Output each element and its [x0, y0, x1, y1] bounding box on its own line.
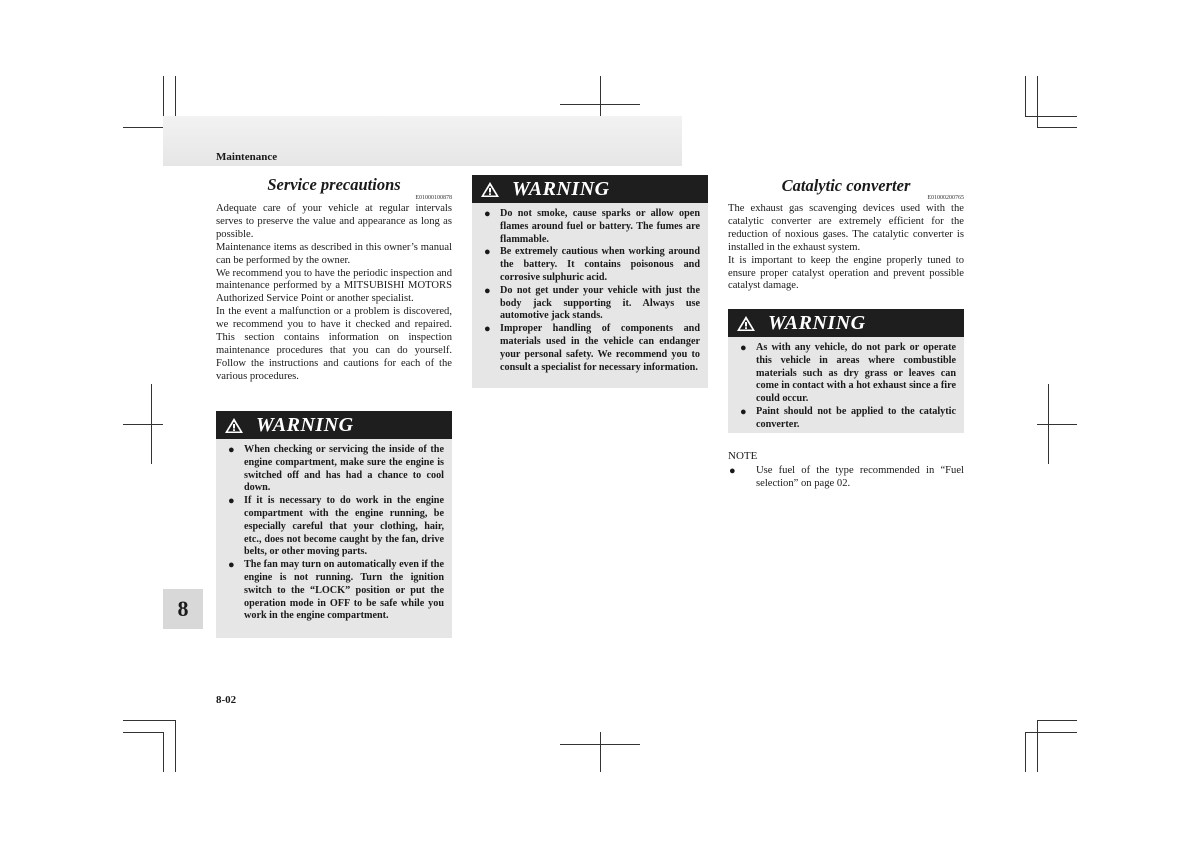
warning-list	[216, 439, 452, 629]
crop-mark	[1025, 732, 1077, 733]
service-heading: Service precautions	[267, 175, 401, 194]
crop-mark	[1025, 732, 1026, 772]
list-item: ● Use fuel of the type recommended in “Fuel selection” on page 02.	[729, 465, 964, 489]
warning-triangle-icon	[224, 417, 244, 434]
bullet-icon: ●	[228, 444, 235, 456]
list-item: ● Do not smoke, cause sparks or allow open flames around fuel or battery. The fumes are flammable.	[484, 208, 700, 245]
service-body	[216, 203, 452, 384]
list-item: ● The fan may turn on automatically even if the engine is not running. Turn the ignition switch to the “LOCK” position or put the operation mode in OFF to be safe while you work in the engine compartment.	[228, 559, 444, 622]
crop-mark	[123, 424, 163, 425]
paragraph: Maintenance items as described in this owner’s manual can be performed by the owner.	[216, 241, 452, 266]
list-item: ● Improper handling of components and materials used in the vehicle can endanger your personal safety. We recommend you to consult a specialist for necessary information.	[484, 323, 700, 373]
paragraph: The exhaust gas scavenging devices used with the catalytic converter are extremely efficient for the reduction of noxious gases. The catalytic converter is installed in the exhaust system.	[728, 203, 964, 253]
list-item: ● If it is necessary to do work in the engine compartment with the engine running, be especially careful that your clothing, hair, etc., does not become caught by the fan, drive belts, or other moving parts.	[228, 495, 444, 558]
crop-mark	[123, 720, 175, 721]
page-number: 8-02	[216, 694, 237, 706]
warning-title: WARNING	[512, 177, 610, 200]
paragraph: In the event a malfunction or a problem is discovered, we recommend you to have it checked and repaired. This section contains information on inspection maintenance procedures that you can do yourself. Follow the instructions and cautions for each of the various procedures.	[216, 306, 452, 382]
crop-mark	[1025, 116, 1077, 117]
bullet-icon: ●	[484, 323, 491, 336]
bullet-icon: ●	[228, 559, 235, 572]
bullet-icon: ●	[729, 465, 736, 477]
warning-header	[216, 411, 452, 439]
bullet-icon: ●	[740, 342, 747, 354]
list-item: ● As with any vehicle, do not park or operate this vehicle in areas where combustible materials such as dry grass or leaves can come in contact with a hot exhaust since a fire could occur.	[740, 342, 956, 405]
crop-mark	[1037, 720, 1077, 721]
warning-header	[472, 175, 708, 203]
chapter-number: 8	[177, 596, 189, 621]
bullet-icon: ●	[484, 284, 491, 297]
list-item: ● When checking or servicing the inside of the engine compartment, make sure the engine is switched off and has had a chance to cool down.	[228, 444, 444, 494]
warning-title: WARNING	[256, 413, 354, 436]
list-item: ● Paint should not be applied to the catalytic converter.	[740, 405, 956, 430]
warning-triangle-icon	[480, 181, 500, 198]
crop-mark	[123, 732, 163, 733]
paragraph: It is important to keep the engine properly tuned to ensure proper catalyst operation and prevent possible catalyst damage.	[728, 254, 964, 292]
bullet-icon: ●	[740, 405, 747, 418]
crop-mark	[1025, 76, 1026, 116]
crop-mark	[163, 76, 164, 116]
crop-mark	[1037, 424, 1077, 425]
crop-mark	[151, 384, 152, 464]
catalytic-code: E01000200765	[927, 195, 964, 201]
note-label: NOTE	[728, 450, 758, 462]
crop-mark	[1048, 384, 1049, 464]
paragraph: Adequate care of your vehicle at regular intervals serves to preserve the value and appearance as long as possible.	[216, 203, 452, 240]
list-item: ● Do not get under your vehicle with just the body jack supporting it. Always use automotive jack stands.	[484, 284, 700, 322]
chapter-tab	[163, 589, 203, 629]
warning-box-exhaust	[728, 309, 964, 433]
service-code: E01000100878	[415, 195, 452, 201]
crop-mark	[1037, 720, 1038, 772]
warning-header	[728, 309, 964, 337]
warning-triangle-icon	[736, 315, 756, 332]
bullet-icon: ●	[228, 495, 235, 508]
crop-mark	[175, 720, 176, 772]
crop-mark	[600, 732, 601, 772]
catalytic-body	[728, 203, 964, 293]
warning-box-engine	[216, 411, 452, 638]
crop-mark	[1037, 76, 1038, 128]
bullet-icon: ●	[484, 208, 491, 220]
paragraph: We recommend you to have the periodic inspection and maintenance performed by a MITSUBISHI MOTORS Authorized Service Point or another specialist.	[216, 267, 452, 305]
crop-mark	[175, 76, 176, 116]
warning-box-battery	[472, 175, 708, 388]
note-list	[728, 465, 964, 491]
list-item: ● Be extremely cautious when working around the battery. It contains poisonous and corrosive sulphuric acid.	[484, 246, 700, 283]
warning-list	[472, 203, 708, 380]
warning-list	[728, 337, 964, 438]
warning-title: WARNING	[768, 311, 866, 334]
crop-mark	[163, 732, 164, 772]
crop-mark	[1037, 127, 1077, 128]
bullet-icon: ●	[484, 246, 491, 259]
section-title: Maintenance	[216, 151, 278, 163]
catalytic-heading: Catalytic converter	[781, 176, 911, 195]
crop-mark	[600, 76, 601, 116]
